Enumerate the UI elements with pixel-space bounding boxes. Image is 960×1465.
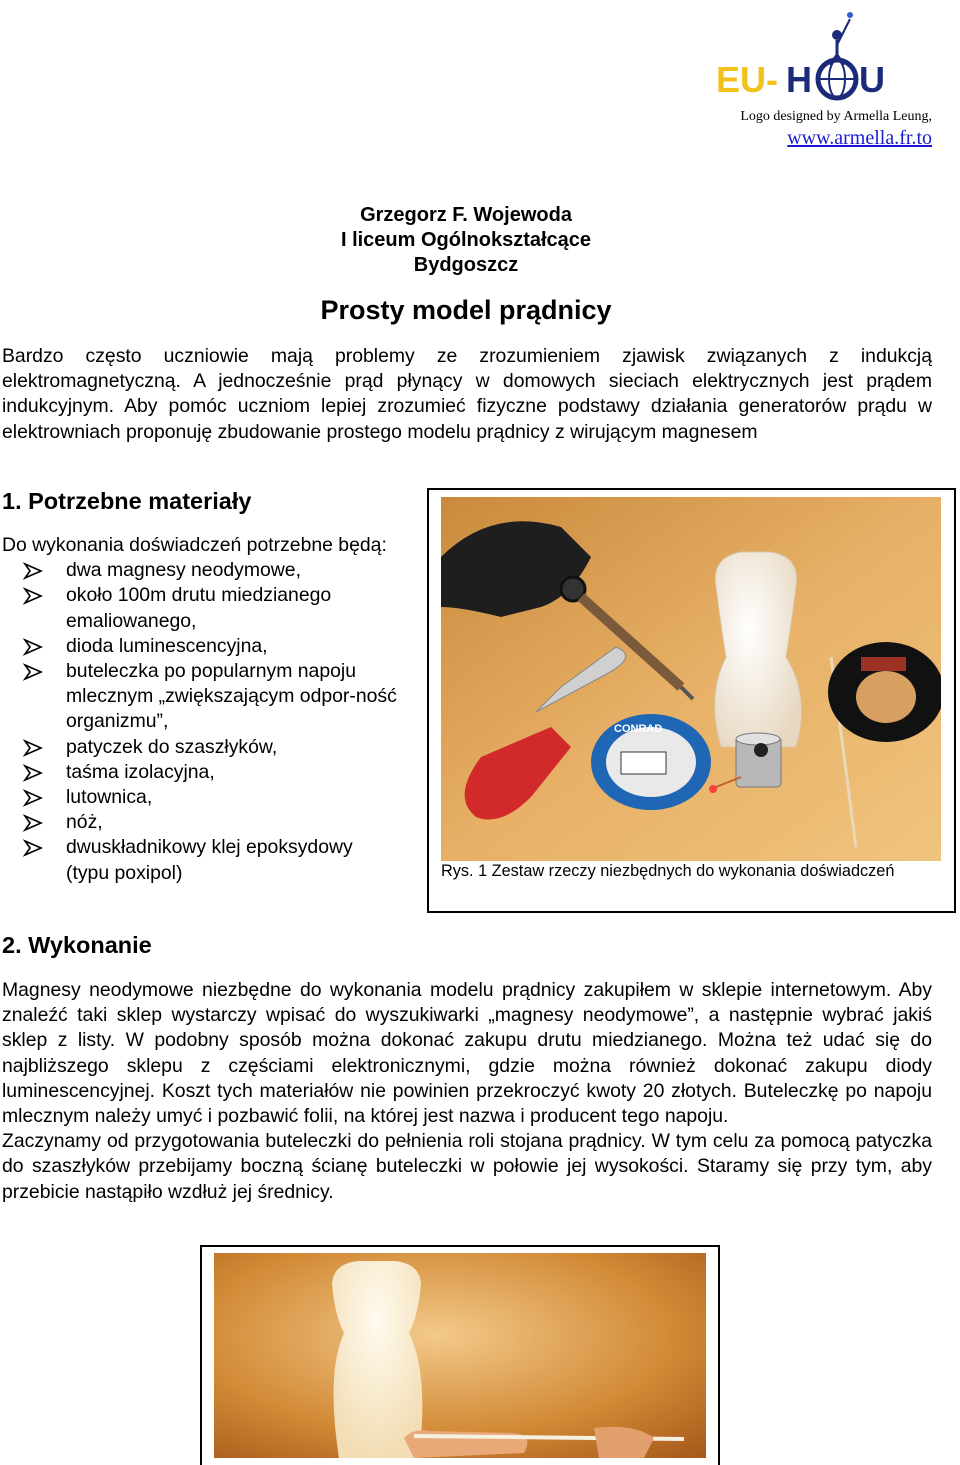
author-block [0, 203, 932, 278]
list-item [2, 810, 397, 835]
page-title: Prosty model prądnicy [320, 295, 612, 325]
list-item-text: dwuskładnikowy klej epoksydowy (typu poxipol) [66, 836, 353, 884]
school-name: I liceum Ogólnokształcące [340, 229, 592, 251]
logo-u-text: U [859, 59, 885, 100]
list-item-text: taśma izolacyjna, [66, 760, 215, 783]
logo-eu-text: EU- [716, 59, 778, 100]
list-item [2, 558, 397, 583]
logo-credit: Logo designed by Armella Leung, [740, 109, 932, 124]
city-name: Bydgoszcz [413, 254, 519, 276]
list-item-text: lutownica, [66, 786, 153, 809]
author-name: Grzegorz F. Wojewoda [360, 204, 572, 226]
materials-photo [441, 497, 941, 861]
list-item [2, 760, 397, 785]
arrowhead-bullet-icon [22, 785, 44, 810]
arrowhead-bullet-icon [22, 659, 44, 684]
arrowhead-bullet-icon [22, 735, 44, 760]
arrowhead-bullet-icon [22, 835, 44, 860]
reel-brand-label: CONRAD [614, 723, 663, 735]
list-item [2, 634, 397, 659]
materials-lead: Do wykonania doświadczeń potrzebne będą: [2, 534, 387, 556]
execution-text [2, 978, 932, 1205]
arrowhead-bullet-icon [22, 558, 44, 583]
list-item-text: nóż, [66, 811, 103, 834]
list-item-text: buteleczka po popularnym napoju mlecznym „zwiększającym odpor-ność organizmu”, [66, 660, 397, 733]
section-heading-materials: 1. Potrzebne materiały [2, 488, 252, 514]
logo-h-text: H [786, 59, 812, 100]
arrowhead-bullet-icon [22, 810, 44, 835]
list-item [2, 785, 397, 810]
list-item [2, 735, 397, 760]
arrowhead-bullet-icon [22, 583, 44, 608]
materials-list [2, 558, 397, 886]
list-item-text: dwa magnesy neodymowe, [66, 559, 301, 582]
paragraph: Zaczynamy od przygotowania buteleczki do pełnienia roli stojana prądnicy. W tym celu za pomocą patyczka do szaszłyków przebijamy boczną ścianę buteleczki w połowie jej wysokości. Staramy się przy tym, aby przebicie nastąpiło wzdłuż jej średnicy. [2, 1130, 932, 1203]
figure-caption: Rys. 1 Zestaw rzeczy niezbędnych do wykonania doświadczeń [441, 862, 895, 880]
list-item [2, 583, 397, 633]
list-item-text: patyczek do szaszłyków, [66, 735, 278, 758]
arrowhead-bullet-icon [22, 760, 44, 785]
bottle-photo [214, 1253, 706, 1458]
telescope-figure-icon [830, 12, 853, 65]
intro-paragraph: Bardzo często uczniowie mają problemy ze zrozumieniem zjawisk związanych z indukcją elektromagnetyczną. A jednocześnie prąd płynący w domowych sieciach elektrycznych jest prądem indukcyjnym. Aby pomóc uczniom lepiej zrozumieć fizyczne podstawy działania generatorów prądu w elektrowniach proponuję zbudowanie prostego modelu prądnicy z wirującym magnesem [2, 345, 932, 443]
section-heading-execution: 2. Wykonanie [2, 932, 152, 958]
globe-icon [818, 60, 856, 98]
materials-list-block [2, 533, 397, 886]
list-item [2, 659, 397, 735]
logo-link[interactable]: www.armella.fr.to [787, 127, 932, 149]
list-item [2, 835, 397, 885]
list-item-text: około 100m drutu miedzianego emaliowanego, [66, 584, 332, 632]
paragraph: Magnesy neodymowe niezbędne do wykonania modelu prądnicy zakupiłem w sklepie internetowym. Aby znaleźć taki sklep wystarczy wpisać do wyszukiwarki „magnesy neodymowe”, a następnie wybrać jakiś sklep z listy. W podobny sposób można dokonać zakupu drutu miedzianego. Można też udać się do najbliższego sklepu z częściami elektronicznymi, gdzie można również dokonać zakupu diody luminescencyjnej. Koszt tych materiałów nie powinien przekroczyć kwoty 20 złotych. Buteleczkę po napoju mlecznym należy umyć i pozbawić folii, na której jest nazwa i producent tego napoju. [2, 979, 932, 1128]
list-item-text: dioda luminescencyjna, [66, 634, 268, 657]
arrowhead-bullet-icon [22, 634, 44, 659]
